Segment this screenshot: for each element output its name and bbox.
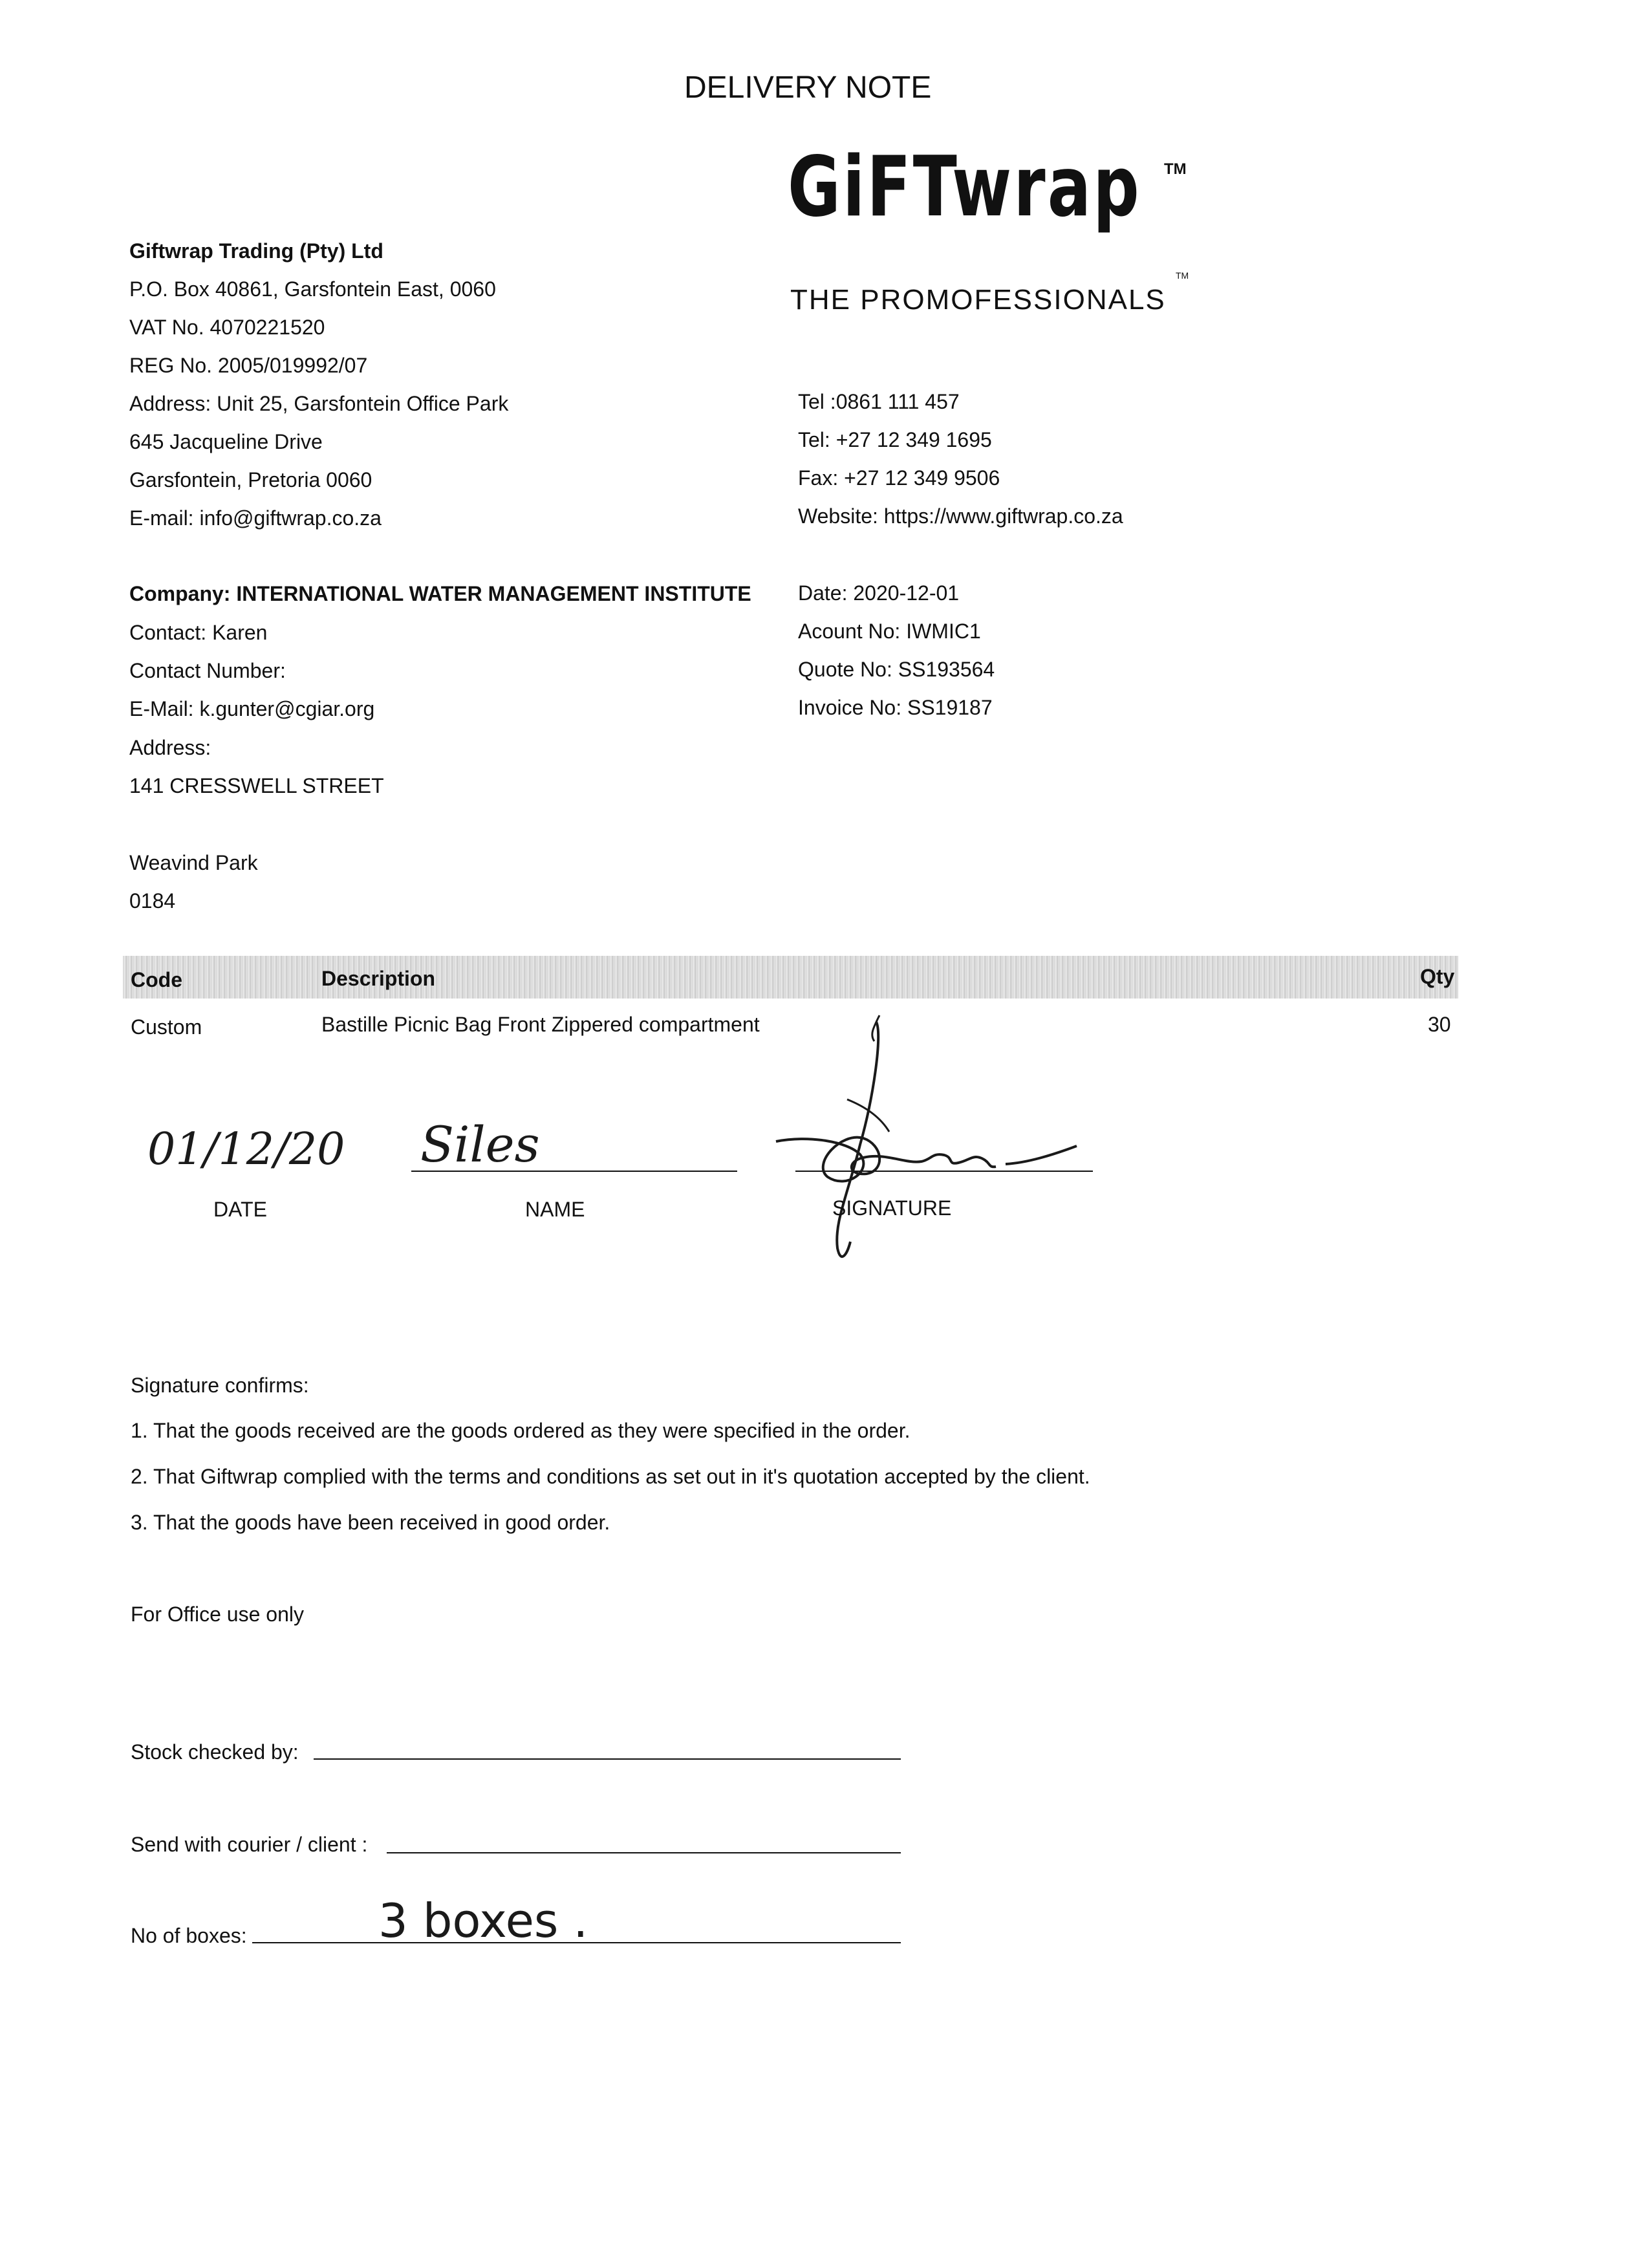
customer-company	[129, 581, 751, 607]
logo-trademark: TM	[1164, 160, 1187, 178]
sender-company: Giftwrap Trading (Pty) Ltd	[129, 239, 383, 263]
table-header-code: Code	[131, 968, 182, 991]
contact-tel-2: Tel: +27 12 349 1695	[798, 428, 992, 451]
customer-company-label: Company:	[129, 582, 237, 605]
customer-email: E-Mail: k.gunter@cgiar.org	[129, 697, 375, 720]
sender-email: E-mail: info@giftwrap.co.za	[129, 506, 382, 530]
meta-quote: Quote No: SS193564	[798, 658, 995, 681]
confirm-intro: Signature confirms:	[131, 1374, 309, 1397]
contact-tel-1: Tel :0861 111 457	[798, 390, 960, 413]
boxes-label: No of boxes:	[131, 1924, 247, 1947]
handwritten-name: Siles	[420, 1116, 540, 1173]
name-label: NAME	[525, 1198, 585, 1221]
name-underline	[411, 1171, 737, 1172]
sender-address-3: Garsfontein, Pretoria 0060	[129, 468, 372, 491]
meta-account: Acount No: IWMIC1	[798, 620, 981, 643]
document-title: DELIVERY NOTE	[684, 70, 932, 105]
sender-reg: REG No. 2005/019992/07	[129, 354, 368, 377]
stock-checked-label: Stock checked by:	[131, 1740, 299, 1764]
customer-contact: Contact: Karen	[129, 621, 268, 644]
meta-date: Date: 2020-12-01	[798, 581, 960, 605]
courier-line	[387, 1852, 901, 1853]
sender-vat: VAT No. 4070221520	[129, 316, 325, 339]
confirm-item-3: 3. That the goods have been received in good order.	[131, 1511, 610, 1534]
logo-wordmark: GiFTwrap	[788, 139, 1141, 235]
giftwrap-logo	[788, 139, 1141, 235]
customer-contact-number: Contact Number:	[129, 659, 286, 682]
office-heading: For Office use only	[131, 1603, 304, 1626]
table-header-description: Description	[321, 967, 436, 990]
table-header-qty: Qty	[1420, 965, 1455, 988]
sender-address-1: Address: Unit 25, Garsfontein Office Park	[129, 392, 509, 415]
handwritten-signature	[750, 1009, 1086, 1268]
contact-fax: Fax: +27 12 349 9506	[798, 466, 1000, 490]
signature-label: SIGNATURE	[832, 1196, 952, 1220]
table-row-code: Custom	[131, 1015, 202, 1039]
date-label: DATE	[213, 1198, 267, 1221]
confirm-item-2: 2. That Giftwrap complied with the terms and conditions as set out in it's quotation accepted by the client.	[131, 1465, 1090, 1488]
table-row-qty: 30	[1428, 1013, 1451, 1036]
customer-address-1: 141 CRESSWELL STREET	[129, 774, 384, 797]
customer-address-3: 0184	[129, 889, 176, 913]
table-row-description: Bastille Picnic Bag Front Zippered compartment	[321, 1013, 760, 1036]
meta-invoice: Invoice No: SS19187	[798, 696, 993, 719]
logo-tagline: THE PROMOFESSIONALS	[790, 284, 1166, 316]
customer-address-label: Address:	[129, 736, 211, 759]
handwritten-boxes: 3 boxes .	[378, 1894, 588, 1948]
stock-checked-line	[314, 1758, 901, 1760]
confirm-item-1: 1. That the goods received are the goods ordered as they were specified in the order.	[131, 1419, 911, 1442]
tagline-trademark: TM	[1176, 270, 1189, 281]
customer-company-name: INTERNATIONAL WATER MANAGEMENT INSTITUTE	[236, 582, 751, 605]
handwritten-date: 01/12/20	[147, 1124, 345, 1175]
customer-address-2: Weavind Park	[129, 851, 258, 874]
sender-address-2: 645 Jacqueline Drive	[129, 430, 323, 453]
sender-po-box: P.O. Box 40861, Garsfontein East, 0060	[129, 277, 496, 301]
contact-website: Website: https://www.giftwrap.co.za	[798, 504, 1123, 528]
courier-label: Send with courier / client :	[131, 1833, 368, 1856]
